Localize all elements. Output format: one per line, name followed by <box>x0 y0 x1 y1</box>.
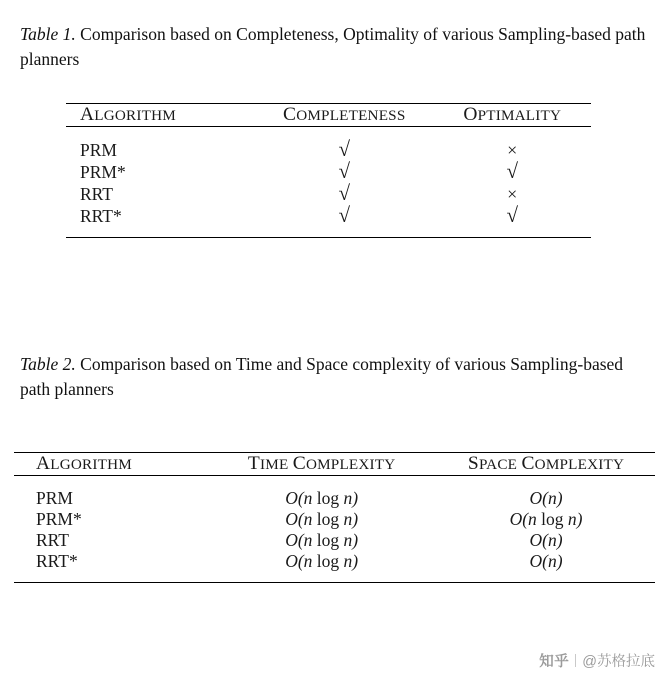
table-row <box>66 183 591 205</box>
table-row <box>14 509 655 530</box>
check-icon: √ <box>338 181 351 205</box>
table-1-cell-optimality <box>434 183 592 205</box>
table-1-cell-completeness <box>255 205 434 227</box>
watermark-divider <box>575 654 576 667</box>
zhihu-logo: 知乎 <box>539 654 570 670</box>
table-1-cell-completeness <box>255 183 434 205</box>
table-1-body <box>66 127 591 237</box>
table-1-bottom-spacer <box>66 227 591 237</box>
table-1-cell-optimality <box>434 205 592 227</box>
table-1-header-completeness: COMPLETENESS <box>283 104 406 125</box>
cross-icon: × <box>507 184 518 204</box>
table-2-header-time-complexity: TIME COMPLEXITY <box>247 453 396 474</box>
table-2-cell-space: O(n log n) <box>509 509 583 529</box>
table-2-header-row <box>14 453 655 475</box>
table-row <box>66 139 591 161</box>
table-1-cell-completeness <box>255 161 434 183</box>
table-1-caption-label: Table 1. <box>20 24 76 44</box>
table-1-bottom-rule <box>66 237 591 238</box>
table-1-caption <box>20 22 648 72</box>
table-2-grid <box>14 453 655 475</box>
table-2-cell-time: O(n log n) <box>285 488 359 508</box>
table-row <box>14 551 655 572</box>
table-2-cell-space: O(n) <box>529 551 563 571</box>
cross-icon: × <box>507 140 518 160</box>
table-2-cell-time: O(n log n) <box>285 530 359 550</box>
watermark <box>539 650 655 671</box>
table-2-header-algorithm: ALGORITHM <box>36 453 132 474</box>
table-1-header-row <box>66 104 591 126</box>
table-2-header-space-complexity: SPACE COMPLEXITY <box>467 453 625 474</box>
table-row <box>66 205 591 227</box>
table-row <box>66 161 591 183</box>
table-1-cell-algorithm: PRM <box>80 140 117 160</box>
table-1-cell-optimality <box>434 161 592 183</box>
table-2-cell-algorithm: PRM <box>36 488 73 508</box>
check-icon: √ <box>506 159 519 183</box>
table-1-cell-completeness <box>255 139 434 161</box>
table-1-top-spacer <box>66 127 591 139</box>
table-1-cell-algorithm: PRM* <box>80 162 126 182</box>
watermark-username: @苏格拉底 <box>582 654 655 670</box>
table-1 <box>66 103 591 238</box>
table-1-header-optimality: OPTIMALITY <box>463 104 562 125</box>
table-2 <box>14 452 655 583</box>
table-1-caption-text: Comparison based on Completeness, Optimality of various Sampling-based path planners <box>20 24 646 69</box>
table-2-cell-algorithm: PRM* <box>36 509 82 529</box>
table-1-header-algorithm: ALGORITHM <box>80 104 176 125</box>
table-2-caption-text: Comparison based on Time and Space complexity of various Sampling-based path planners <box>20 354 624 399</box>
table-row <box>14 530 655 551</box>
table-2-cell-space: O(n) <box>529 488 563 508</box>
table-2-cell-space: O(n) <box>529 530 563 550</box>
table-row <box>14 488 655 509</box>
table-2-cell-algorithm: RRT <box>36 530 69 550</box>
table-1-cell-algorithm: RRT <box>80 184 113 204</box>
table-2-cell-time: O(n log n) <box>285 509 359 529</box>
check-icon: √ <box>506 203 519 227</box>
table-1-cell-algorithm: RRT* <box>80 206 122 226</box>
table-2-bottom-spacer <box>14 572 655 582</box>
table-2-caption <box>20 352 648 402</box>
table-2-cell-algorithm: RRT* <box>36 551 78 571</box>
check-icon: √ <box>338 159 351 183</box>
table-1-cell-optimality <box>434 139 592 161</box>
check-icon: √ <box>338 203 351 227</box>
table-2-top-spacer <box>14 476 655 488</box>
table-1-grid <box>66 104 591 126</box>
table-2-bottom-rule <box>14 582 655 583</box>
table-2-cell-time: O(n log n) <box>285 551 359 571</box>
table-2-caption-label: Table 2. <box>20 354 76 374</box>
table-2-body <box>14 476 655 582</box>
check-icon: √ <box>338 137 351 161</box>
